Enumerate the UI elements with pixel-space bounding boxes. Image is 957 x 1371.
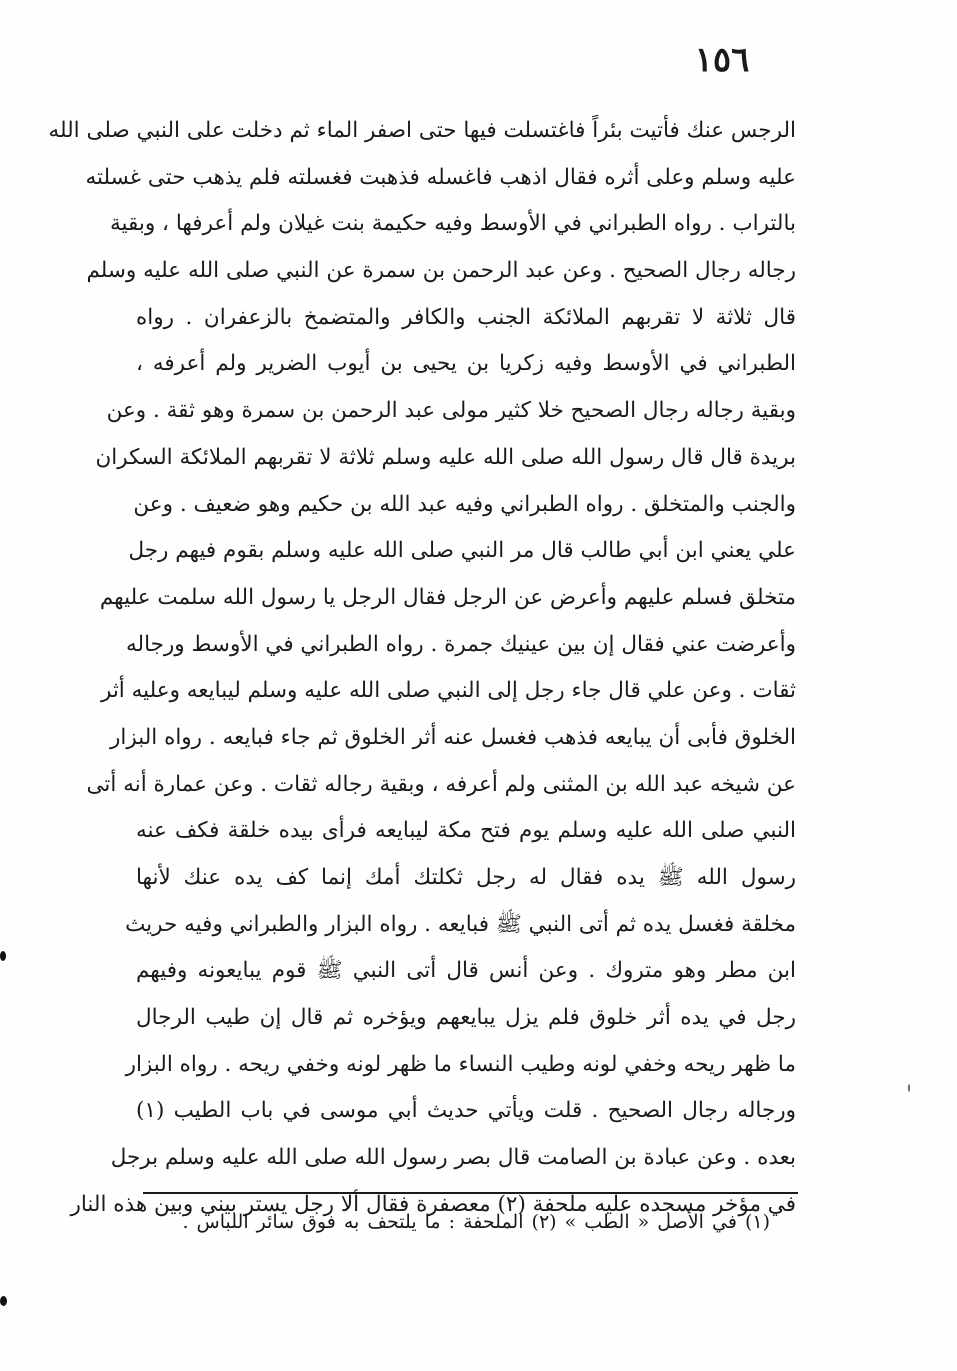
scan-speck bbox=[0, 1296, 7, 1306]
text-line: الطبراني في الأوسط وفيه زكريا بن يحيى بن أيوب الضرير ولم أعرفه ، bbox=[136, 351, 796, 377]
text-line: الرجس عنك فأتيت بئراً فاغتسلت فيها حتى اصفر الماء ثم دخلت على النبي صلى الله bbox=[48, 118, 796, 143]
page-number: ١٥٦ bbox=[694, 40, 750, 80]
text-line: ورجاله رجال الصحيح . قلت ويأتي حديث أبي موسى في باب الطيب (١) bbox=[136, 1098, 796, 1124]
text-line: والجنب والمتخلق . رواه الطبراني وفيه عبد الله بن حكيم وهو ضعيف . وعن bbox=[133, 491, 796, 517]
text-line: وبقية رجاله رجال الصحيح خلا كثير مولى عبد الرحمن بن سمرة وهو ثقة . وعن bbox=[106, 398, 796, 424]
text-line: رجاله رجال الصحيح . وعن عبد الرحمن بن سمرة عن النبي صلى الله عليه وسلم bbox=[86, 258, 796, 284]
text-line: في مؤخر مسجده عليه ملحفة (٢) معصفرة فقال ألا رجل يستر بيني وبين هذه النار bbox=[70, 1191, 796, 1217]
text-line: بعده . وعن عبادة بن الصامت قال بصر رسول الله صلى الله عليه وسلم برجل bbox=[110, 1145, 796, 1171]
body-text bbox=[48, 108, 796, 1229]
text-line: متخلق فسلم عليهم وأعرض عن الرجل فقال الرجل يا رسول الله سلمت عليهم bbox=[99, 584, 796, 610]
text-line: عليه وسلم وعلى أثره فقال اذهب فاغسله فذهبت فغسلته فلم يذهب حتى غسلته bbox=[85, 164, 796, 190]
scan-speck bbox=[908, 1084, 910, 1092]
footnote-divider bbox=[143, 1192, 798, 1194]
text-line: بالتراب . رواه الطبراني في الأوسط وفيه حكيمة بنت غيلان ولم أعرفها ، وبقية bbox=[109, 211, 796, 237]
text-line: النبي صلى الله عليه وسلم يوم فتح مكة ليبايعه فرأى بيده خلقة فكف عنه bbox=[136, 818, 796, 844]
text-line: رجل في يده أثر خلوق فلم يزل يبايعهم ويؤخره ثم قال إن طيب الرجال bbox=[136, 1005, 796, 1031]
text-line: ما ظهر ريحه وخفي لونه وطيب النساء ما ظهر لونه وخفي ريحه . رواه البزار bbox=[125, 1051, 796, 1077]
text-line: عن شيخه عبد الله بن المثنى ولم أعرفه ، وبقية رجاله ثقات . وعن عمارة أنه أتى bbox=[86, 771, 796, 797]
footnote: (١) في الأصل « الطب » (٢) الملحفة : ما يلتحف به فوق سائر اللباس . bbox=[182, 1211, 770, 1233]
text-line: مخلقة فغسل يده ثم أتى النبي ﷺ فبايعه . رواه البزار والطبراني وفيه حريث bbox=[125, 911, 796, 937]
text-line: الخلوق فأبى أن يبايعه فذهب فغسل عنه أثر الخلوق ثم جاء فبايعه . رواه البزار bbox=[110, 724, 796, 750]
text-line: وأعرضت عني فقال إن بين عينيك جمرة . رواه الطبراني في الأوسط ورجاله bbox=[126, 631, 796, 657]
text-line: قال ثلاثة لا تقربهم الملائكة الجنب والكافر والمتضمخ بالزعفران . رواه bbox=[136, 304, 796, 330]
text-line: ابن مطر وهو متروك . وعن أنس قال أتى النبي ﷺ قوم يبايعونه وفيهم bbox=[136, 958, 796, 984]
scan-speck bbox=[0, 951, 6, 961]
text-line: ثقات . وعن علي قال جاء رجل إلى النبي صلى الله عليه وسلم ليبايعه وعليه أثر bbox=[100, 678, 796, 704]
text-line: رسول الله ﷺ يده فقال له رجل ثكلتك أمك إنما كف يده عنك لأنها bbox=[136, 865, 796, 890]
text-line: علي يعني ابن أبي طالب قال مر النبي صلى الله عليه وسلم بقوم فيهم رجل bbox=[128, 538, 796, 564]
text-line: بريدة قال قال رسول الله صلى الله عليه وسلم ثلاثة لا تقربهم الملائكة السكران bbox=[95, 444, 796, 470]
